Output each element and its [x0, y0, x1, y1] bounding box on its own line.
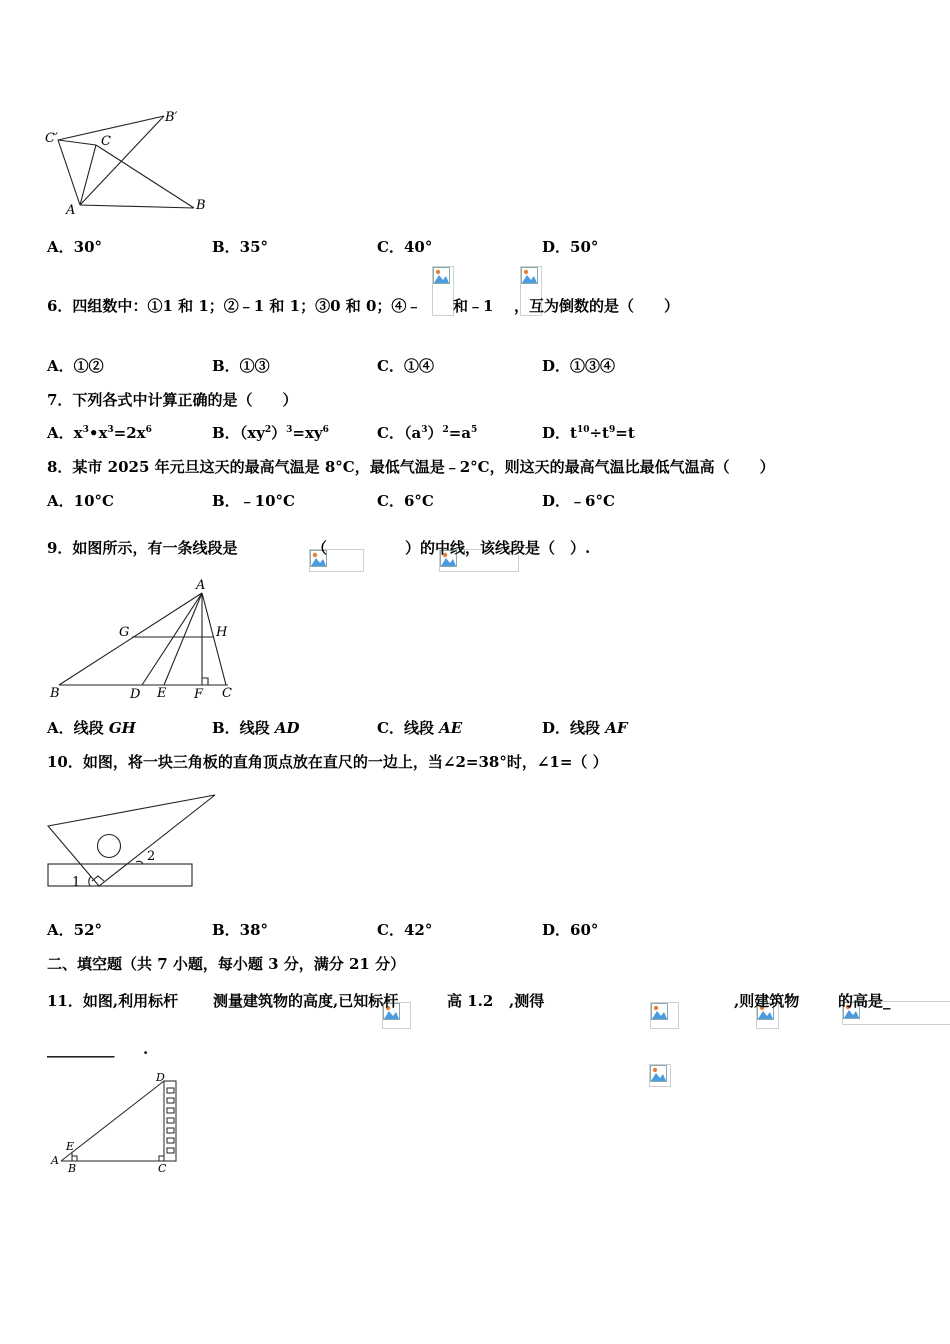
- q11-label-e: E: [66, 1140, 75, 1153]
- q6-option-c: C．①④: [377, 357, 434, 375]
- q9-label-f: F: [194, 687, 204, 702]
- q5-option-b: B．35°: [212, 238, 269, 256]
- q6-stem-part2: 和﹣1: [453, 297, 494, 315]
- q9-stem-part2: （: [312, 539, 328, 557]
- q9-label-e: E: [157, 686, 167, 701]
- q11-figure: [44, 1068, 194, 1178]
- q10-label-2: 2: [147, 849, 156, 864]
- q10-label-1: 1: [72, 875, 81, 890]
- q5-figure: [44, 105, 224, 220]
- q8-option-a: A．10°C: [47, 492, 114, 510]
- q9-option-c: C．线段 AE: [377, 719, 463, 737]
- q11-label-b: B: [68, 1162, 77, 1175]
- q11-stem-part5: ,则建筑物: [734, 992, 800, 1010]
- q7-option-d: D．$t^{10}\div t^9=t$: [542, 424, 635, 442]
- q7-stem: 7．下列各式中计算正确的是（ ）: [47, 391, 298, 409]
- q11-stem-part1: 11．如图,利用标杆: [47, 992, 179, 1010]
- q9-label-g: G: [119, 625, 130, 640]
- q9-label-h: H: [216, 625, 228, 640]
- q6-stem-part3: ，互为倒数的是（ ）: [514, 297, 680, 315]
- q11-label-c: C: [158, 1162, 167, 1175]
- q10-option-d: D．60°: [542, 921, 599, 939]
- q11-answer-blank: _________: [47, 1040, 115, 1058]
- q6-option-b: B．①③: [212, 357, 270, 375]
- q5-option-d: D．50°: [542, 238, 599, 256]
- q11-stem-part6: 的高是_: [838, 992, 891, 1010]
- q11-end-period: .: [143, 1040, 149, 1058]
- q5-label-b: B: [196, 198, 206, 213]
- q11-stem-part3: 高 1.2: [447, 992, 494, 1010]
- q5-label-a: A: [66, 203, 76, 218]
- q8-option-d: D．﹣6°C: [542, 492, 615, 510]
- broken-image-icon: [432, 266, 454, 316]
- q5-label-c: C: [101, 134, 111, 149]
- q8-option-c: C．6°C: [377, 492, 434, 510]
- q9-label-d: D: [130, 687, 141, 702]
- q5-label-b-prime: B′: [165, 110, 178, 125]
- q10-option-c: C．42°: [377, 921, 433, 939]
- q9-option-d: D．线段 AF: [542, 719, 628, 737]
- q9-option-a: A．线段 GH: [47, 719, 136, 737]
- q10-option-a: A．52°: [47, 921, 103, 939]
- broken-image-icon: [650, 1002, 679, 1029]
- q9-option-b: B．线段 AD: [212, 719, 300, 737]
- q8-stem: 8．某市 2025 年元旦这天的最高气温是 8°C，最低气温是﹣2°C，则这天的最高气温比最低气温高（ ）: [47, 458, 775, 476]
- q11-label-a: A: [51, 1154, 59, 1167]
- q6-option-d: D．①③④: [542, 357, 616, 375]
- q7-option-c: C．$(a^3)^2=a^5$: [377, 424, 478, 442]
- q9-label-c: C: [222, 686, 232, 701]
- q9-stem-part3: ）的中线，该线段是（ ）.: [405, 539, 591, 557]
- q6-option-a: A．①②: [47, 357, 104, 375]
- q6-stem-part1: 6．四组数中：①1 和 1；②﹣1 和 1；③0 和 0；④﹣: [47, 297, 422, 315]
- q9-figure: [44, 575, 244, 705]
- section-title: 二、填空题（共 7 小题，每小题 3 分，满分 21 分）: [47, 955, 406, 973]
- q9-label-b: B: [50, 686, 60, 701]
- q5-label-c-prime: C′: [45, 131, 58, 146]
- q10-figure: [44, 790, 224, 890]
- q11-stem-part2: 测量建筑物的高度,已知标杆: [213, 992, 399, 1010]
- broken-image-icon: [649, 1064, 671, 1087]
- q5-option-c: C．40°: [377, 238, 433, 256]
- q7-option-a: A．$x^3•x^3=2x^6$: [47, 424, 152, 442]
- q11-stem-part4: ,测得: [509, 992, 545, 1010]
- q7-option-b: B．$(xy^2)^3=xy^6$: [212, 424, 329, 442]
- q8-option-b: B．﹣10°C: [212, 492, 295, 510]
- q11-label-d: D: [156, 1071, 165, 1084]
- q10-option-b: B．38°: [212, 921, 269, 939]
- q9-label-a: A: [196, 578, 206, 593]
- q10-stem: 10．如图，将一块三角板的直角顶点放在直尺的一边上，当∠2=38°时，∠1=（ ）: [47, 753, 608, 771]
- q5-option-a: A．30°: [47, 238, 103, 256]
- q9-stem-part1: 9．如图所示，有一条线段是: [47, 539, 238, 557]
